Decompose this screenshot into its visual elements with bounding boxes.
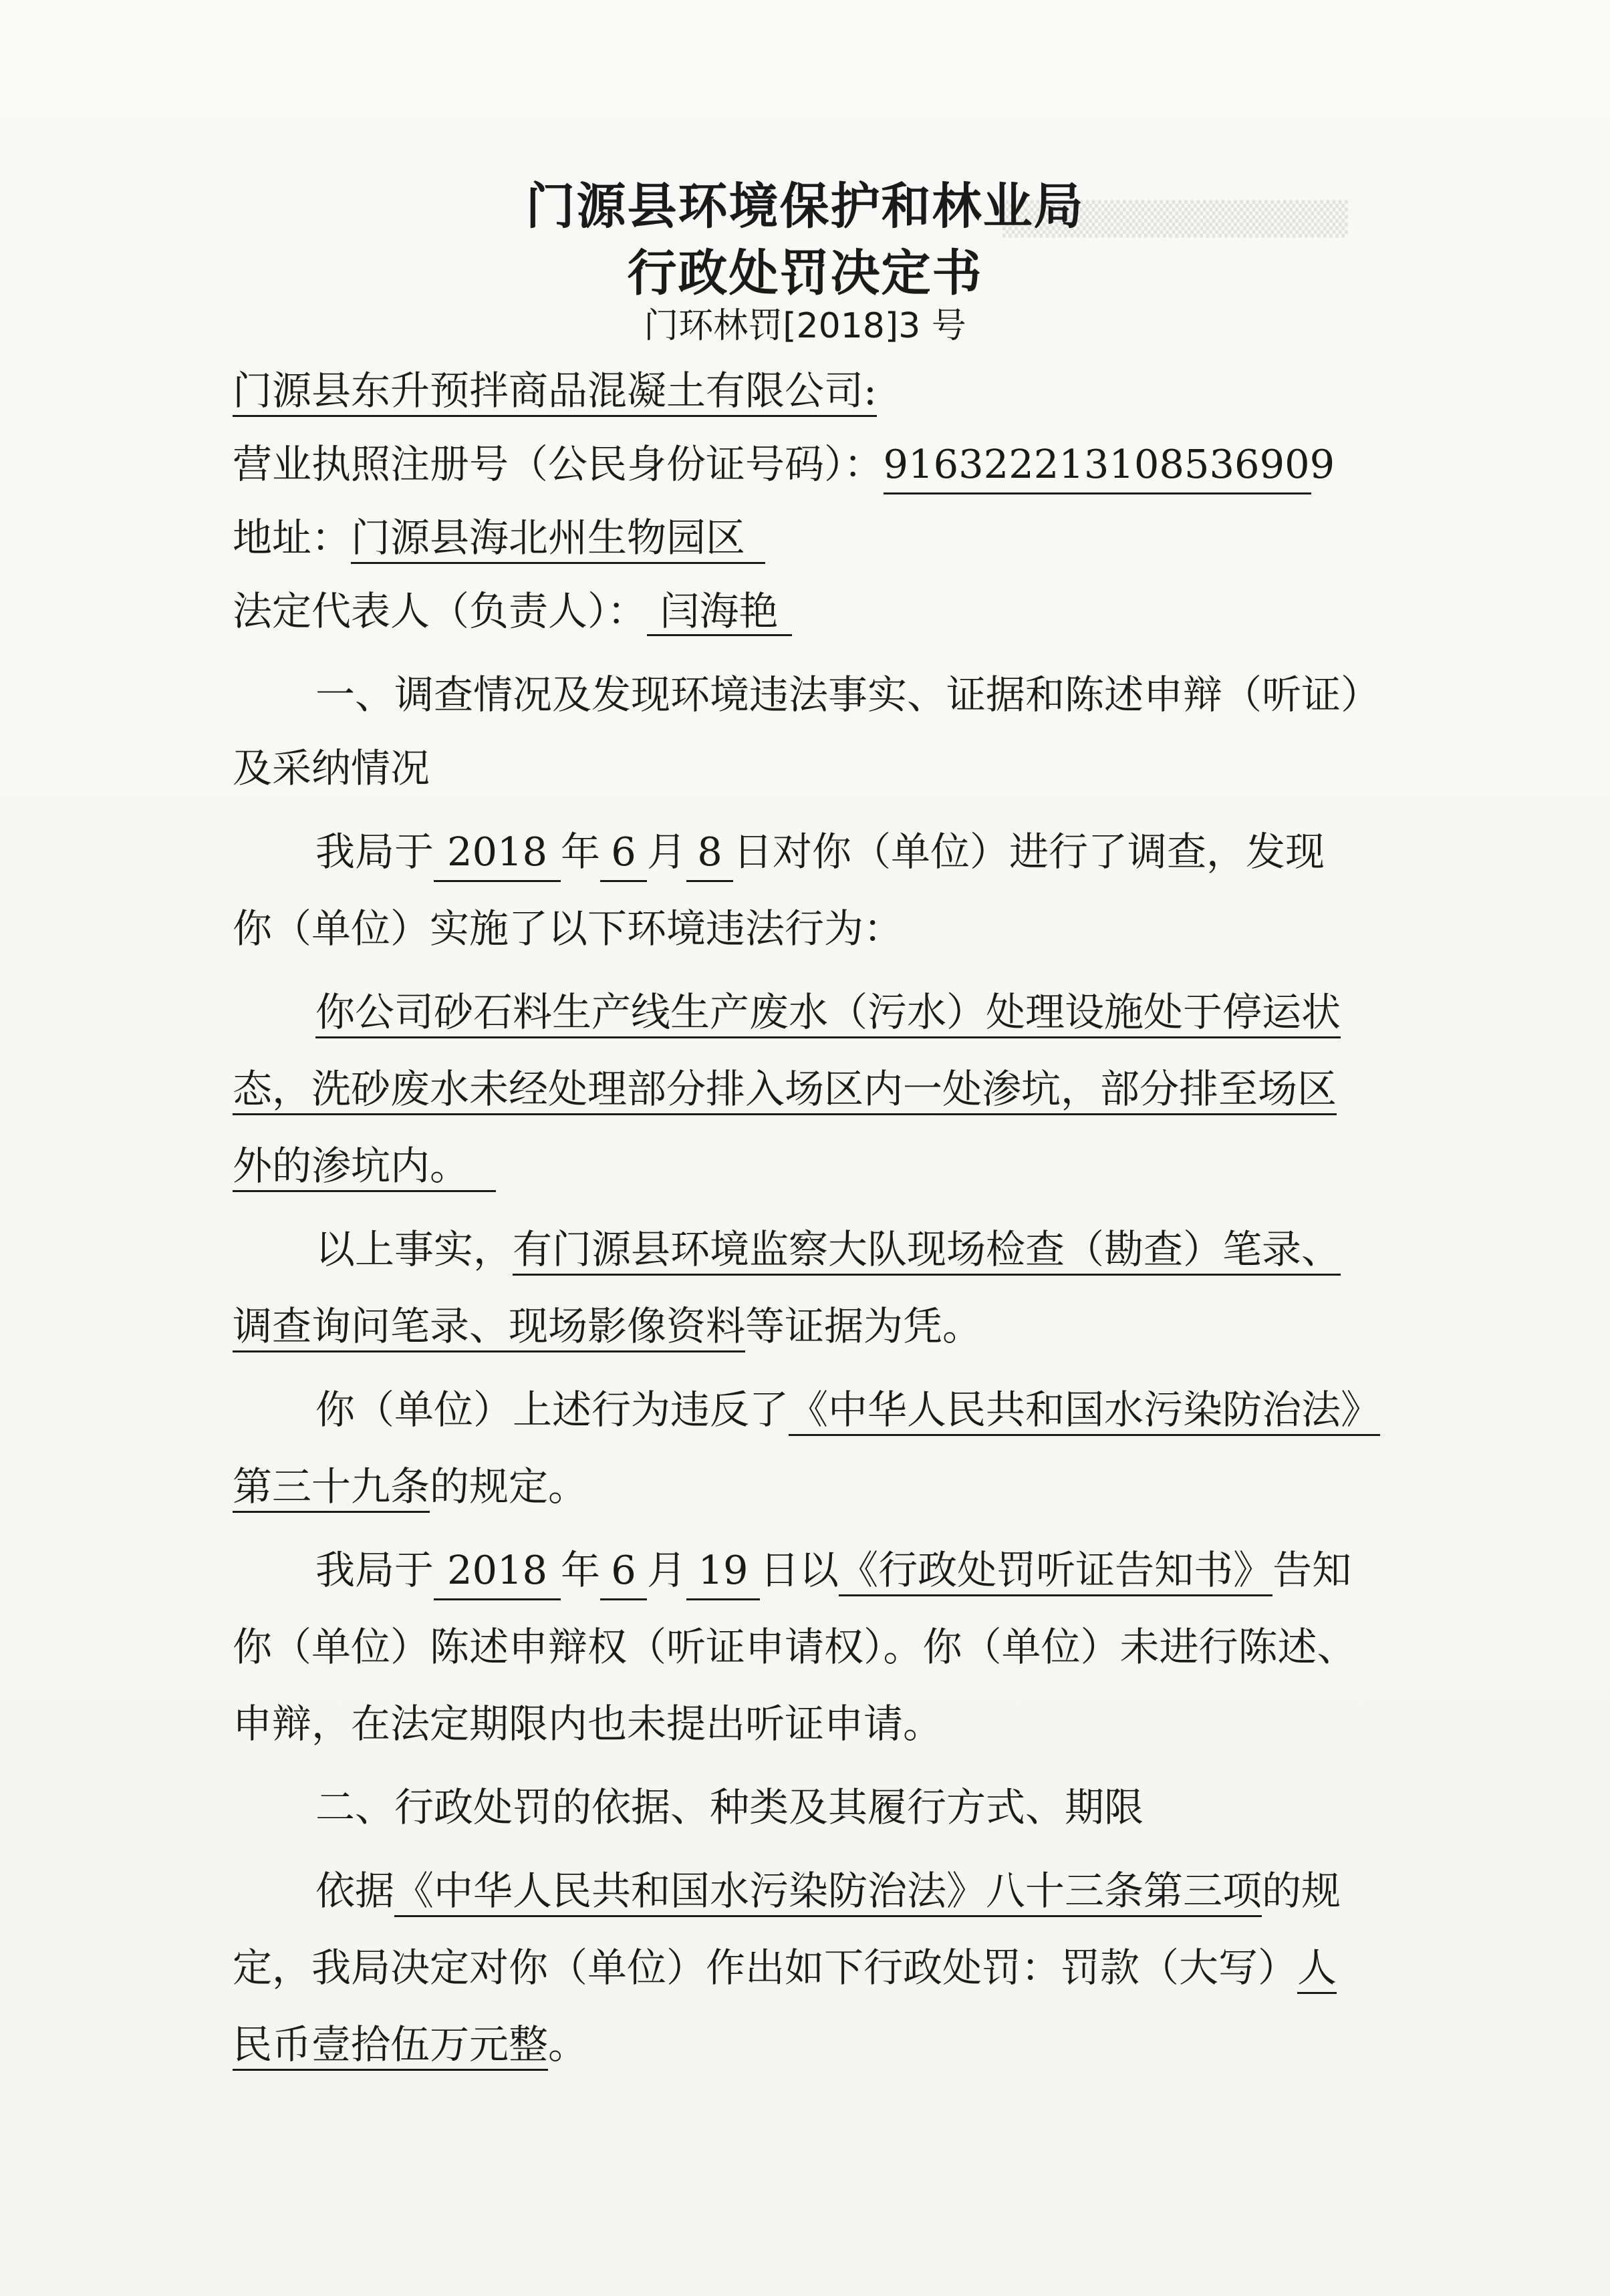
notice-suffix: 告知 [1272,1547,1352,1593]
section2-heading: 二、行政处罚的依据、种类及其履行方式、期限 [315,1784,1144,1830]
license-label: 营业执照注册号（公民身份证号码）： [233,441,884,487]
notice-day: 19 [686,1544,760,1600]
facts-suffix: 等证据为凭。 [745,1303,982,1349]
investigation-month: 6 [600,825,647,882]
violation-text: 你公司砂石料生产线生产废水（污水）处理设施处于停运状 [315,989,1341,1038]
law-violated-line [315,1383,1478,1437]
basis-suffix: 的规 [1262,1868,1341,1914]
law-suffix: 的规定。 [430,1463,588,1510]
investigation-year: 2018 [434,825,561,882]
law-prefix: 你（单位）上述行为违反了 [315,1387,789,1433]
violation-line-2 [233,1062,1395,1116]
address-label: 地址： [233,515,352,561]
document-subtitle: 行政处罚决定书 [627,245,983,302]
fine-end: 。 [548,2021,588,2067]
notice-year: 2018 [434,1544,561,1600]
law-name: 《中华人民共和国水污染防治法》 [789,1387,1380,1436]
decision-text: 定，我局决定对你（单位）作出如下行政处罚：罚款（大写） [233,1945,1298,1991]
document-title: 门源县环境保护和林业局 [525,178,1085,235]
notice-line-1 [315,1544,1478,1600]
basis-line [315,1864,1478,1918]
day-unit: 日以 [760,1547,839,1593]
representative-line [233,585,1395,638]
violation-line-3 [233,1139,1395,1193]
fine-amount-start: 人 [1297,1945,1337,1994]
notice-month: 6 [600,1544,647,1600]
investigation-prefix: 我局于 [315,829,434,875]
year-unit: 年 [561,1547,601,1593]
representative-name: 闫海艳 [647,588,792,636]
violation-text: 态，洗砂废水未经处理部分排入场区内一处渗坑，部分排至场区 [233,1066,1337,1115]
facts-prefix: 以上事实， [315,1226,513,1272]
investigation-line [315,825,1478,882]
basis-prefix: 依据 [315,1868,395,1914]
notice-prefix: 我局于 [315,1547,434,1593]
evidence-text: 有门源县环境监察大队现场检查（勘查）笔录、 [513,1226,1341,1276]
evidence-text: 调查询问笔录、现场影像资料 [233,1303,745,1352]
law-article: 第三十九条 [233,1463,430,1513]
notice-document: 《行政处罚听证告知书》 [839,1547,1272,1596]
decision-line [233,1941,1395,1995]
notice-line-3: 申辩，在法定期限内也未提出听证申请。 [233,1701,943,1747]
law-article-line [233,1460,1395,1514]
month-unit: 月 [647,829,687,875]
license-line [233,438,1395,494]
fine-amount: 民币壹拾伍万元整 [233,2021,548,2071]
year-unit: 年 [561,829,601,875]
bleed-through-decoration: ▒▒▒▒▒▒▒▒▒▒▒▒▒▒ [1002,200,1348,238]
license-number: 91632221310853690​9 [884,438,1311,494]
company-name: 门源县东升预拌商品混凝土有限公司: [233,368,877,417]
violation-text: 外的渗坑内。 [233,1143,496,1192]
facts-line-1 [315,1223,1478,1276]
party-company-line [233,364,1395,418]
document-number: 门环林罚[2018]3 号 [644,306,966,346]
violation-line-1 [315,986,1478,1039]
address-value: 门源县海北州生物园区 [351,515,765,564]
basis-law: 《中华人民共和国水污染防治法》八十三条第三项 [394,1868,1262,1917]
section1-heading: 一、调查情况及发现环境违法事实、证据和陈述申辩（听证） [315,672,1381,718]
section1-heading-cont: 及采纳情况 [233,745,430,791]
notice-line-2: 你（单位）陈述申辩权（听证申请权）。你（单位）未进行陈述、 [233,1624,1357,1670]
fine-line [233,2018,1395,2071]
investigation-suffix: 日对你（单位）进行了调查，发现 [733,829,1325,875]
month-unit: 月 [647,1547,687,1593]
representative-label: 法定代表人（负责人）： [233,588,647,634]
investigation-day: 8 [686,825,733,882]
investigation-line-2: 你（单位）实施了以下环境违法行为： [233,905,904,952]
facts-line-2 [233,1300,1395,1353]
address-line [233,511,1395,565]
